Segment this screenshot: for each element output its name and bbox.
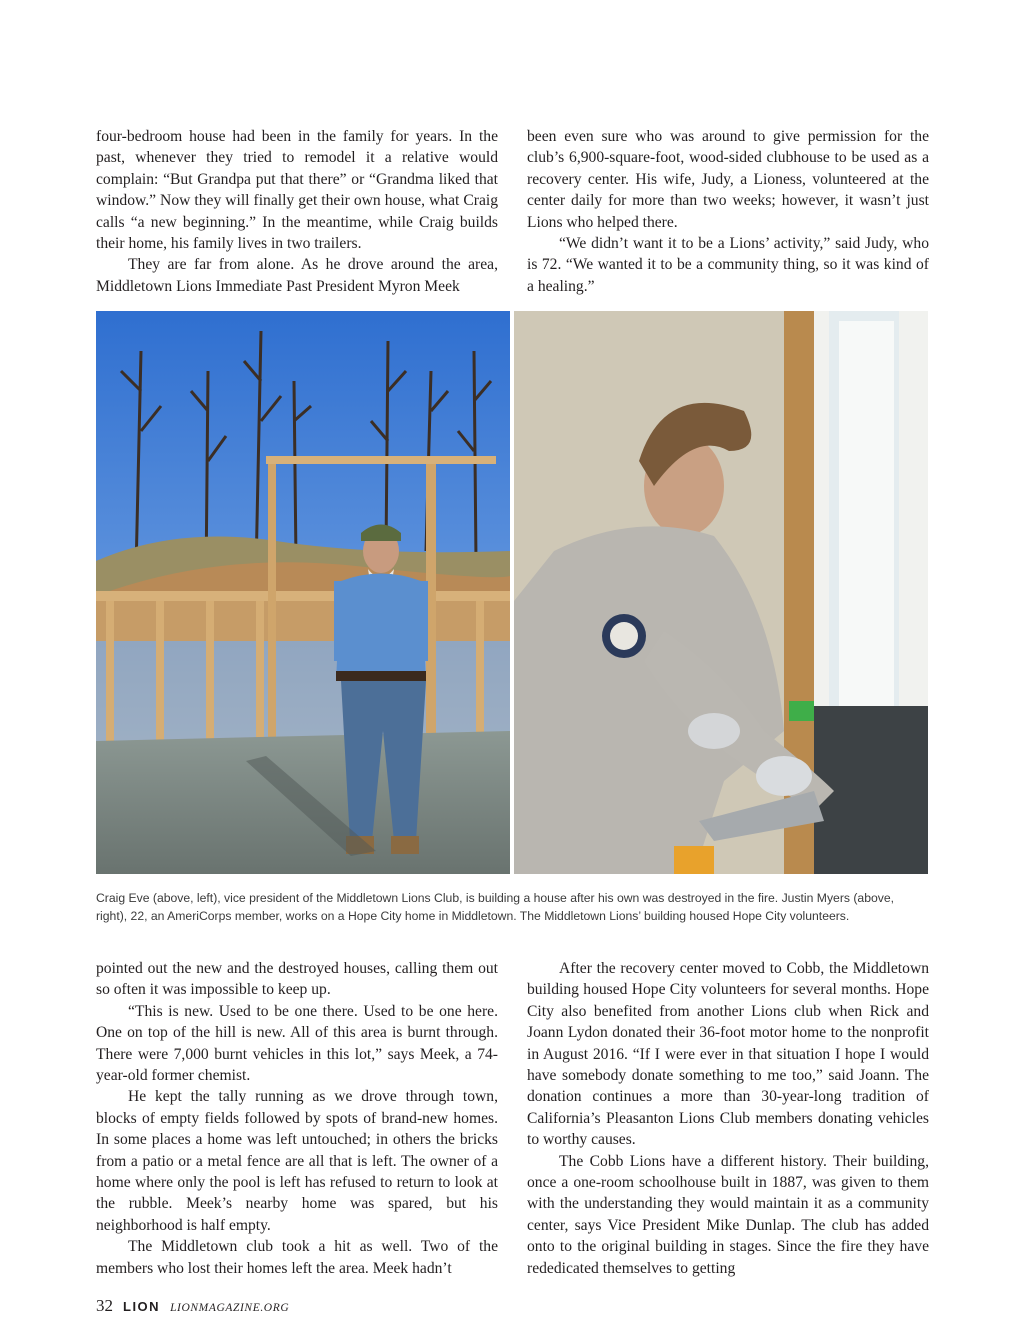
photo-craig-eve-illustration bbox=[96, 311, 510, 874]
photo-caption: Craig Eve (above, left), vice president of the Middletown Lions Club, is building a house after his own was destroyed in the fire. Justin Myers (above, right), 22, an AmeriCorps member, works on a Hope City home in Middletown. The Middletown Lions’ building housed Hope City volunteers. bbox=[96, 891, 895, 923]
magazine-url: LIONMAGAZINE.ORG bbox=[170, 1302, 290, 1314]
page-number: 32 bbox=[96, 1296, 113, 1315]
article-column-top-right bbox=[527, 126, 929, 297]
paragraph: The Middletown club took a hit as well. Two of the members who lost their homes left the area. Meek hadn’t bbox=[96, 1238, 498, 1277]
paragraph: The Cobb Lions have a different history. Their building, once a one-room schoolhouse built in 1887, was given to them with the understanding they would maintain it as a community center, says Vice President Mike Dunlap. The club has added onto to the original building in stages. Since the fire they have rededicated themselves to getting bbox=[527, 1152, 929, 1277]
paragraph: four-bedroom house had been in the family for years. In the past, whenever they tried to remodel it a relative would complain: “But Grandpa put that there” or “Grandma liked that window.” Now they will finally get their own house, what Craig calls “a new beginning.” In the meantime, while Craig builds their home, his family lives in two trailers. bbox=[96, 128, 498, 253]
paragraph: “This is new. Used to be one there. Used to be one here. One on top of the hill is new. All of this area is burnt through. There were 7,000 burnt vehicles in this lot,” says Meek, a 74-year-old former chemist. bbox=[96, 1002, 498, 1085]
magazine-name: LION bbox=[123, 1299, 161, 1314]
paragraph: pointed out the new and the destroyed houses, calling them out so often it was impossible to keep up. bbox=[96, 960, 498, 999]
paragraph: After the recovery center moved to Cobb, the Middletown building housed Hope City volunteers for several months. Hope City also benefited from another Lions club when Rick and Joann Lydon donated their 36-foot motor home to the nonprofit in August 2016. “If I were ever in that situation I hope I would have somebody donate something to me too,” said Joann. The donation continues a more than 30-year-long tradition of California’s Pleasanton Lions Club members donating vehicles to worthy causes. bbox=[527, 960, 929, 1149]
page-footer bbox=[96, 1296, 289, 1318]
paragraph: He kept the tally running as we drove through town, blocks of empty fields followed by spots of brand-new homes. In some places a home was left untouched; in others the bricks from a patio or a metal fence are all that is left. The owner of a home where only the pool is left has refused to return to look at the rubble. Meek’s nearby home was spared, but his neighborhood is half empty. bbox=[96, 1088, 498, 1234]
paragraph: They are far from alone. As he drove around the area, Middletown Lions Immediate Past President Myron Meek bbox=[96, 256, 498, 295]
article-column-bottom-right bbox=[527, 958, 929, 1279]
photo-justin-myers-illustration bbox=[514, 311, 928, 874]
paragraph: “We didn’t want it to be a Lions’ activity,” said Judy, who is 72. “We wanted it to be a community thing, so it was kind of a healing.” bbox=[527, 235, 929, 295]
photo-justin-myers bbox=[514, 311, 928, 874]
paragraph: been even sure who was around to give permission for the club’s 6,900-square-foot, wood-sided clubhouse to be used as a recovery center. His wife, Judy, a Lioness, volunteered at the center daily for more than two weeks; however, it wasn’t just Lions who helped there. bbox=[527, 128, 929, 231]
article-column-top-left bbox=[96, 126, 498, 297]
photo-craig-eve bbox=[96, 311, 510, 874]
article-column-bottom-left bbox=[96, 958, 498, 1279]
